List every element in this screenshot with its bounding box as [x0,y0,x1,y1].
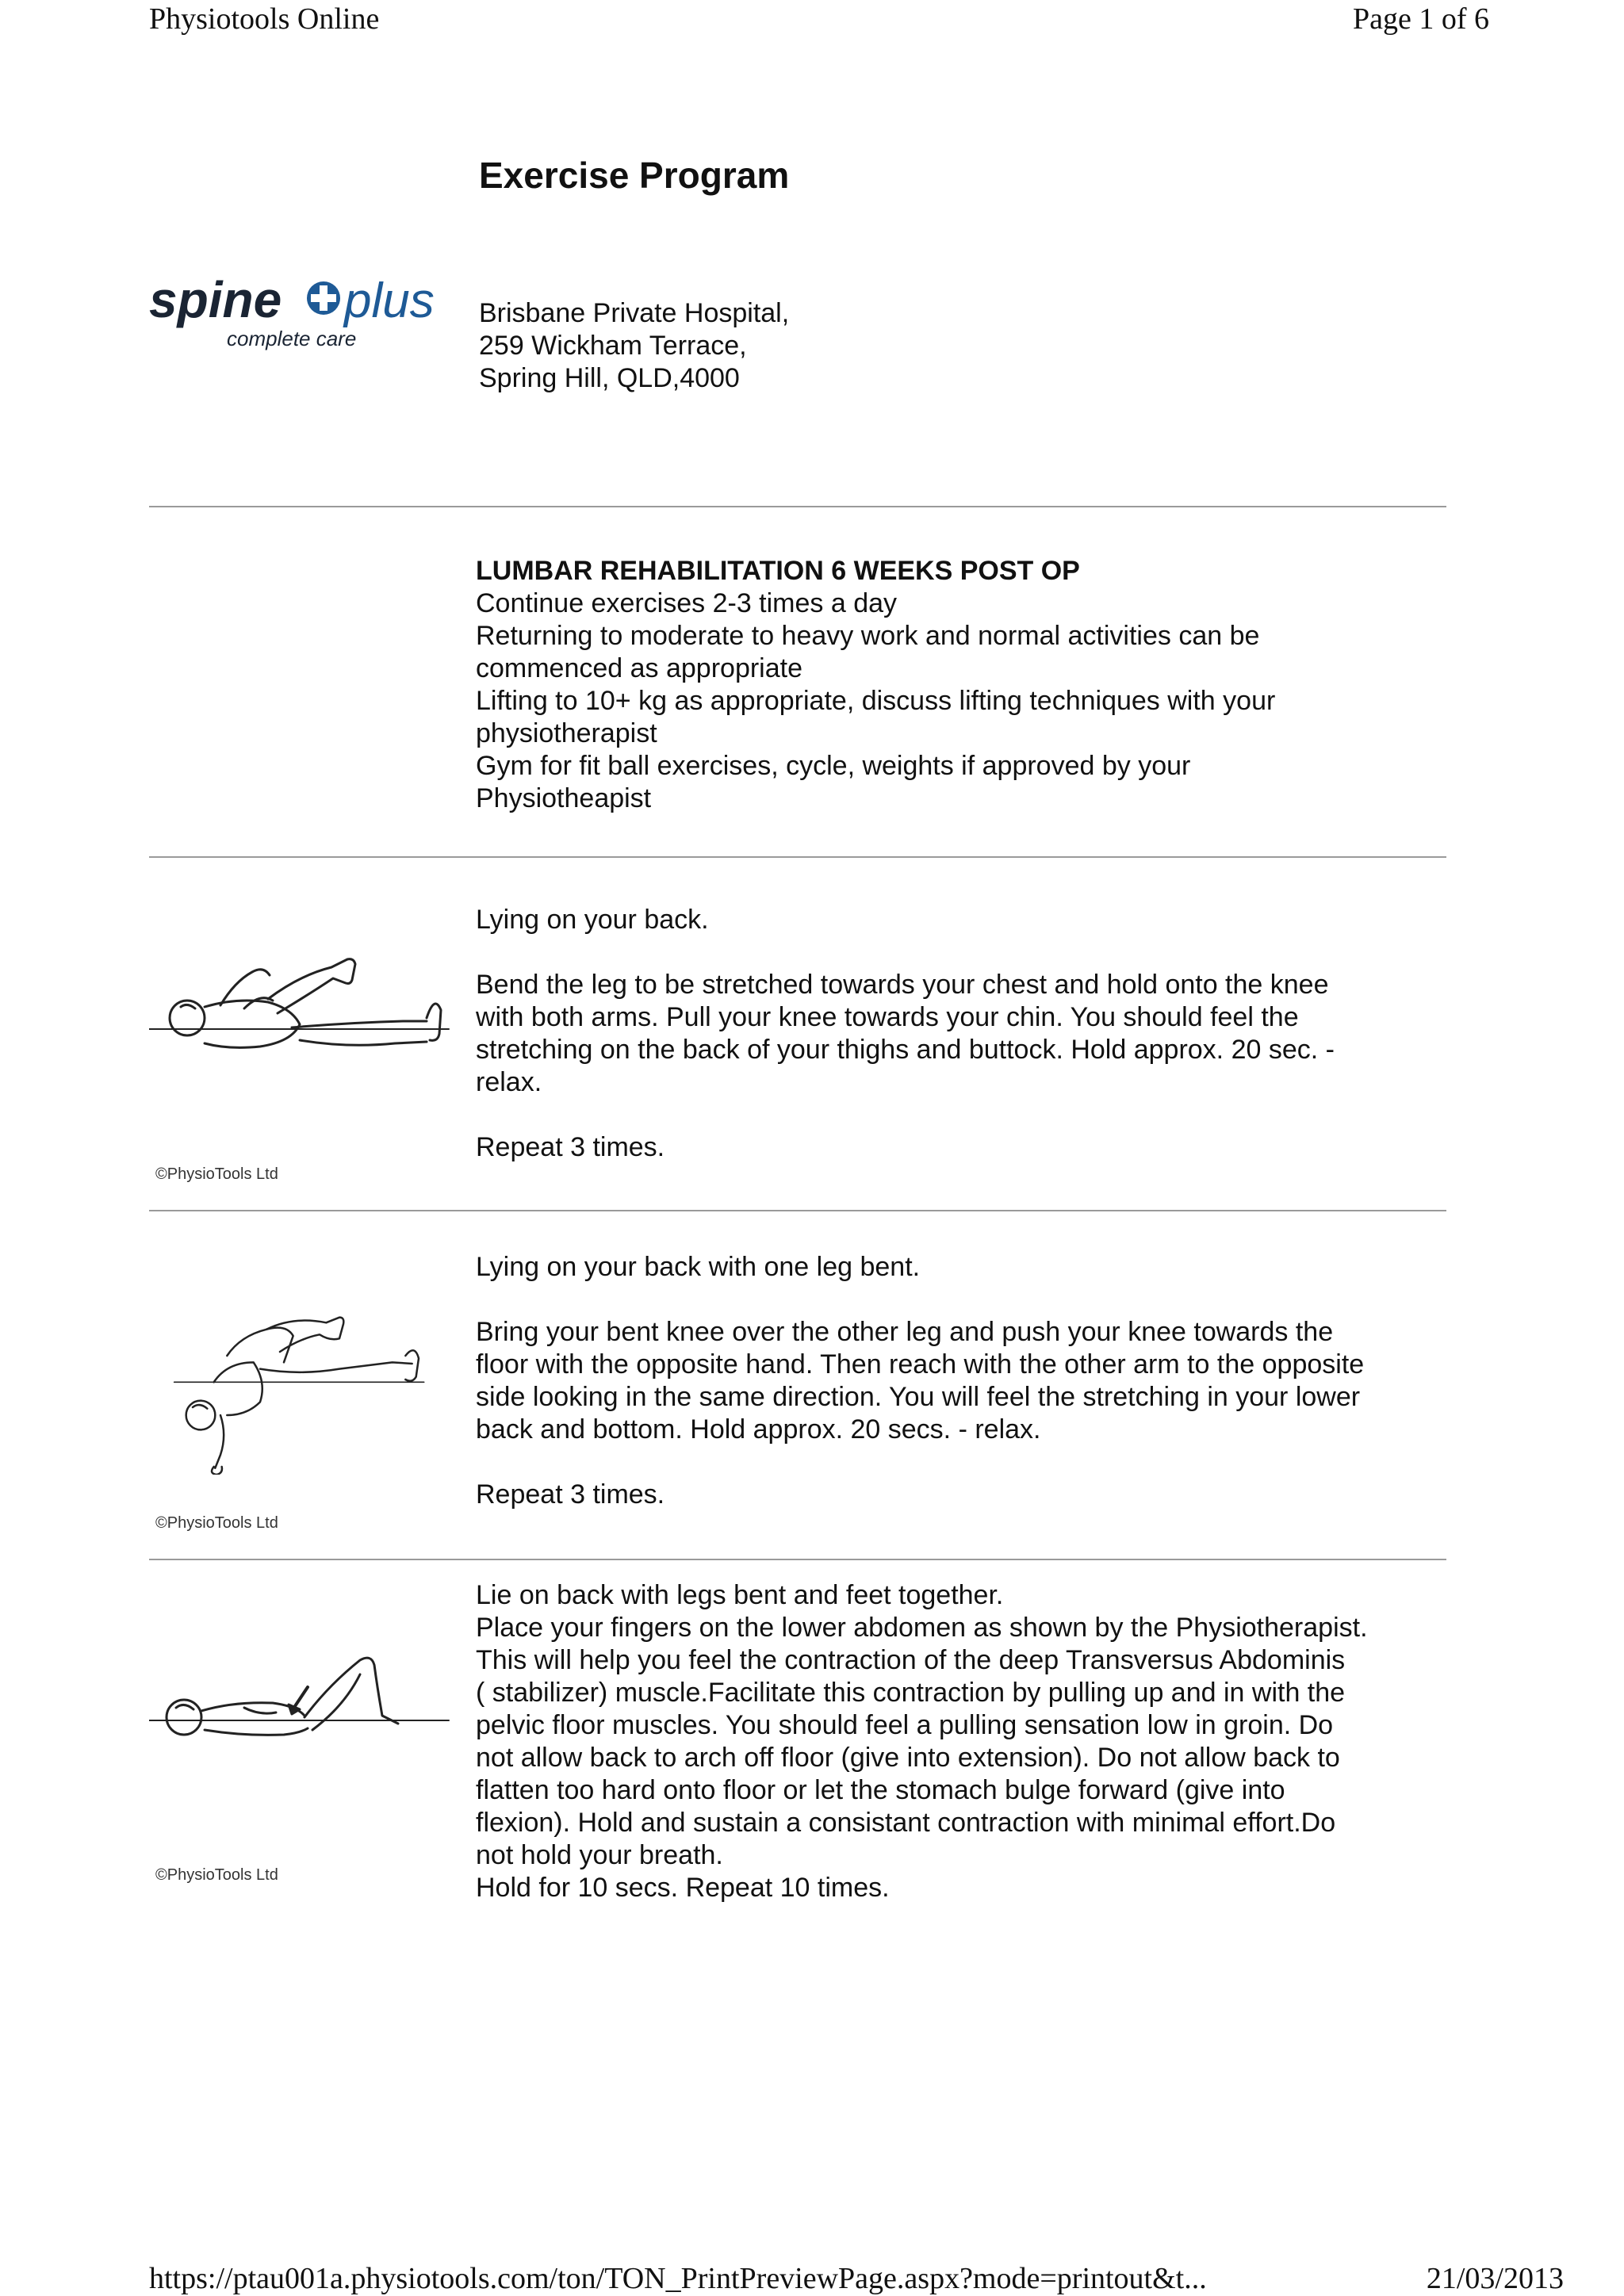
exercise-1-text [476,904,1451,1164]
exercise-instruction-line: flexion). Hold and sustain a consistant contraction with minimal effort.Do [476,1808,1336,1838]
spacer [476,1446,1451,1479]
spacer [476,1099,1451,1131]
exercise-instruction-line: Bring your bent knee over the other leg and push your knee towards the [476,1317,1334,1347]
intro-line: commenced as appropriate [476,653,803,683]
header-site-name: Physiotools Online [149,2,380,36]
exercise-instruction-line: Place your fingers on the lower abdomen as shown by the Physiotherapist. [476,1613,1368,1643]
exercise-2-text [476,1251,1451,1511]
intro-line: Continue exercises 2-3 times a day [476,588,898,618]
page-title: Exercise Program [479,155,790,196]
divider [149,856,1446,858]
intro-line: Returning to moderate to heavy work and normal activities can be [476,621,1260,651]
intro-line: Physiotheapist [476,783,652,813]
exercise-instruction-line: floor with the opposite hand. Then reach with the other arm to the opposite [476,1349,1365,1380]
svg-text:spine: spine [149,271,282,328]
exercise-instruction-line: Bend the leg to be stretched towards your chest and hold onto the knee [476,970,1329,1000]
exercise-instruction-line: with both arms. Pull your knee towards your chin. You should feel the [476,1002,1299,1032]
program-heading: LUMBAR REHABILITATION 6 WEEKS POST OP [476,556,1080,586]
svg-text:plus: plus [344,274,435,328]
intro-line: physiotherapist [476,718,657,748]
knee-to-chest-illustration [149,951,450,1110]
exercise-instruction-line: relax. [476,1067,542,1097]
spine-plus-logo [149,262,466,357]
clinic-address [479,297,789,395]
divider [149,1210,1446,1211]
address-line-3: Spring Hill, QLD,4000 [479,363,740,393]
exercise-instruction-line: back and bottom. Hold approx. 20 secs. - relax. [476,1414,1041,1445]
exercise-3-text [476,1579,1451,1904]
exercise-instruction-line: pelvic floor muscles. You should feel a pulling sensation low in groin. Do [476,1710,1334,1740]
copyright-label: ©PhysioTools Ltd [155,1866,278,1884]
address-line-1: Brisbane Private Hospital, [479,298,790,328]
exercise-instruction-line: flatten too hard onto floor or let the stomach bulge forward (give into [476,1775,1285,1805]
divider [149,506,1446,507]
exercise-instruction-line: stretching on the back of your thighs and buttock. Hold approx. 20 sec. - [476,1035,1335,1065]
lumbar-rotation-illustration [149,1316,450,1475]
exercise-instruction-line: This will help you feel the contraction of the deep Transversus Abdominis [476,1645,1346,1675]
exercise-position: Lying on your back with one leg bent. [476,1252,921,1282]
address-line-2: 259 Wickham Terrace, [479,331,747,361]
divider [149,1559,1446,1560]
logo-tagline: complete care [227,327,357,350]
exercise-instruction-line: not allow back to arch off floor (give into extension). Do not allow back to [476,1743,1340,1773]
exercise-instruction-line: side looking in the same direction. You will feel the stretching in your lower [476,1382,1361,1412]
footer-date: 21/03/2013 [1426,2262,1564,2295]
exercise-instruction-line: not hold your breath. [476,1840,723,1870]
spacer [476,1284,1451,1316]
intro-line: Gym for fit ball exercises, cycle, weights if approved by your [476,751,1191,781]
program-intro [476,555,1451,815]
exercise-repeat: Repeat 3 times. [476,1132,665,1162]
copyright-label: ©PhysioTools Ltd [155,1165,278,1183]
footer-url: https://ptau001a.physiotools.com/ton/TON_PrintPreviewPage.aspx?mode=printout&t... [149,2262,1207,2295]
exercise-instruction-line: ( stabilizer) muscle.Facilitate this contraction by pulling up and in with the [476,1678,1346,1708]
copyright-label: ©PhysioTools Ltd [155,1514,278,1532]
spacer [476,936,1451,969]
intro-line: Lifting to 10+ kg as appropriate, discuss lifting techniques with your [476,686,1276,716]
exercise-instruction-line: Hold for 10 secs. Repeat 10 times. [476,1873,890,1903]
exercise-position: Lying on your back. [476,905,709,935]
page-number: Page 1 of 6 [1352,2,1489,36]
exercise-instruction-line: Lie on back with legs bent and feet together. [476,1580,1004,1610]
transversus-abdominis-illustration [149,1641,450,1800]
exercise-repeat: Repeat 3 times. [476,1479,665,1510]
